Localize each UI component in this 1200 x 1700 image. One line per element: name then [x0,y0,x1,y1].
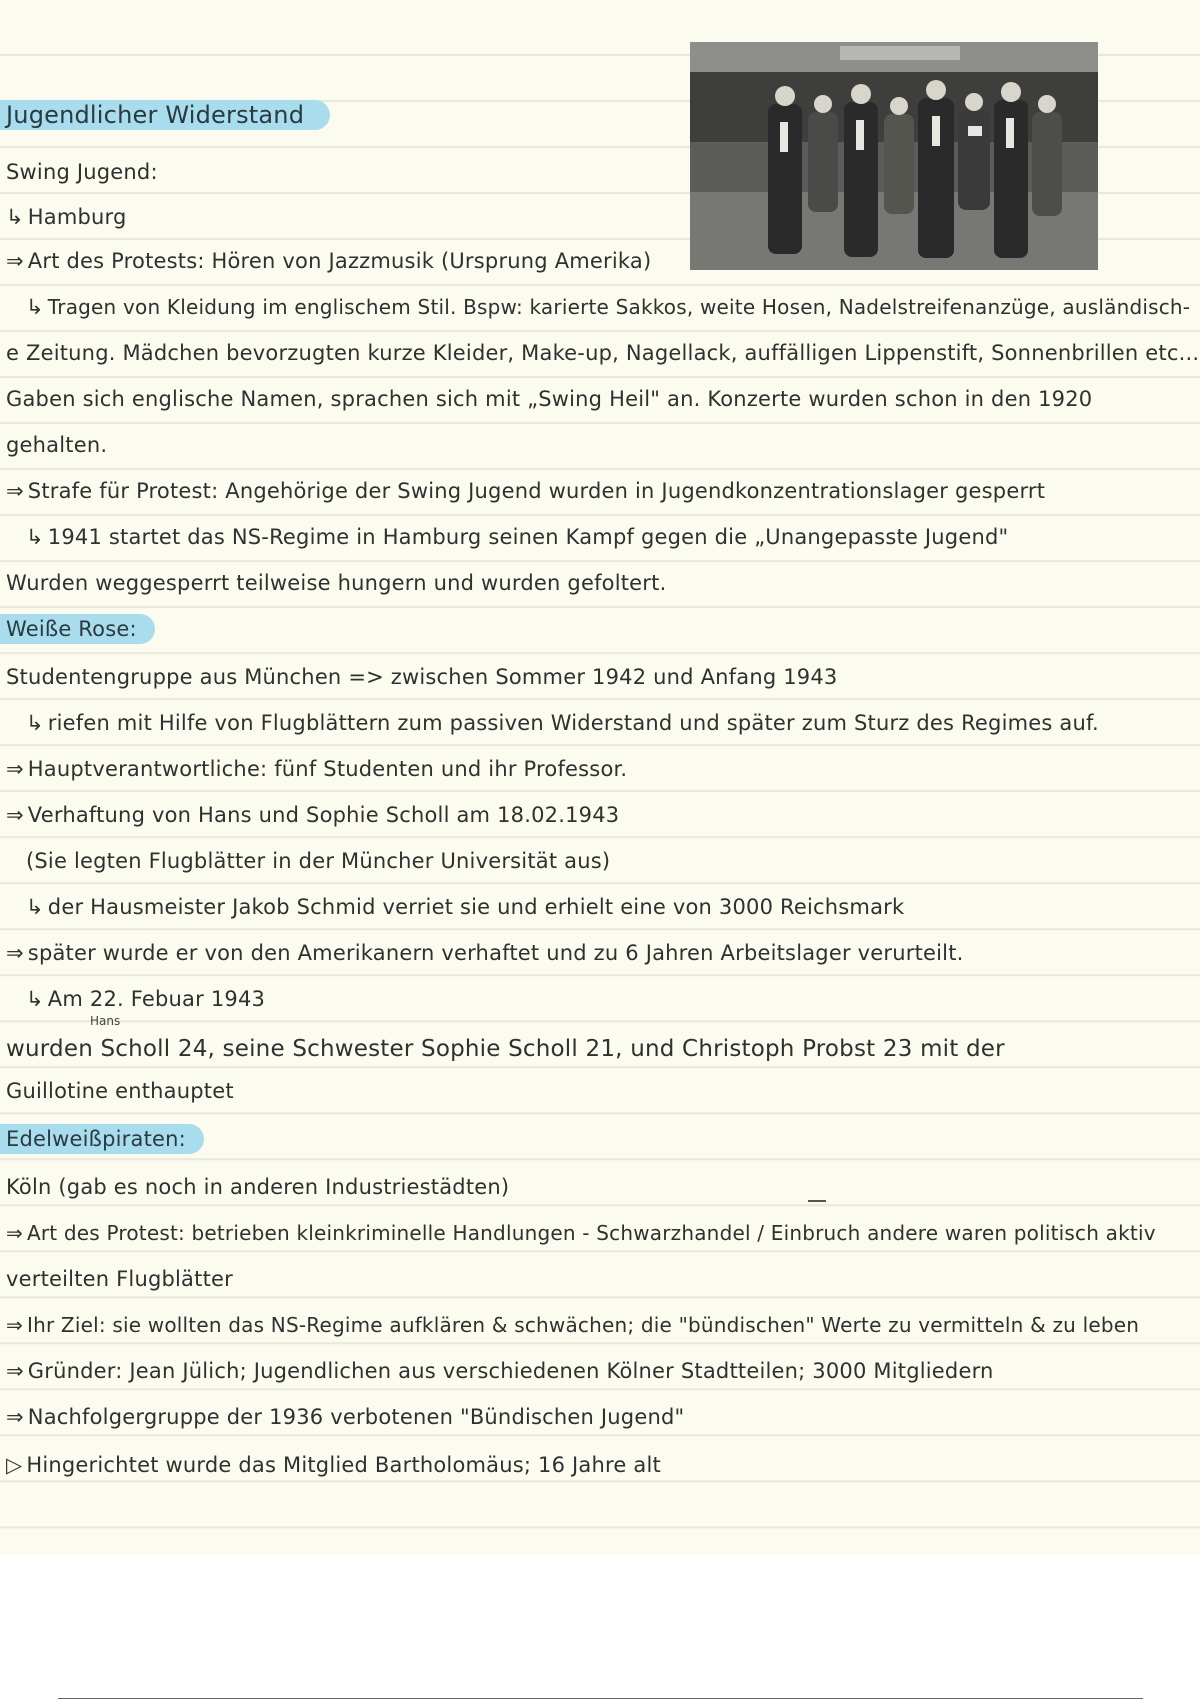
double-arrow-icon: ⇒ [6,1313,23,1337]
note-text: Verhaftung von Hans und Sophie Scholl am 18.02.1943 [27,803,620,827]
note-line-13 [26,708,1099,738]
note-line-1: Swing Jugend: [6,160,158,184]
double-arrow-icon: ⇒ [6,249,24,273]
note-text: Am 22. Febuar 1943 [47,987,266,1011]
note-line-28 [6,1402,684,1432]
note-text: Hingerichtet wurde das Mitglied Bartholomäus; 16 Jahre alt [26,1453,661,1477]
note-line-23: Köln (gab es noch in anderen Industriestädten) [6,1175,510,1199]
highlighted-heading: Weiße Rose: [0,614,155,644]
note-line-17 [26,892,904,922]
pen-mark [808,1200,826,1202]
note-line-5: e Zeitung. Mädchen bevorzugten kurze Kleider, Make-up, Nagellack, auffälligen Lippenstift, Sonnenbrillen etc... [6,341,1200,365]
note-line-27 [6,1356,994,1386]
note-line-10: Wurden weggesperrt teilweise hungern und wurden gefoltert. [6,571,667,595]
note-line-24 [6,1218,1156,1248]
note-line-4 [26,292,1190,322]
note-line-12: Studentengruppe aus München => zwischen Sommer 1942 und Anfang 1943 [6,665,838,689]
note-line-26 [6,1310,1139,1340]
note-line-2 [6,202,127,232]
note-text: Art des Protests: Hören von Jazzmusik (Ursprung Amerika) [27,249,652,273]
section-heading-title [6,100,330,131]
arrow-sub-icon: ↳ [26,711,44,735]
note-line-19 [26,984,265,1014]
double-arrow-icon: ⇒ [6,803,24,827]
page-bottom-rule [58,1698,1143,1699]
highlighted-heading: Edelweißpiraten: [0,1124,204,1154]
bullet-marker-icon: ▷ [6,1453,23,1477]
double-arrow-icon: ⇒ [6,479,24,503]
arrow-sub-icon: ↳ [26,987,44,1011]
double-arrow-icon: ⇒ [6,757,24,781]
note-line-21: Guillotine enthauptet [6,1079,234,1103]
inserted-note-hans: Hans [90,1014,121,1028]
arrow-sub-icon: ↳ [6,205,24,229]
historical-photo [690,42,1098,270]
note-line-8 [6,476,1045,506]
photo-illustration [690,42,1098,270]
note-text: Gründer: Jean Jülich; Jugendlichen aus verschiedenen Kölner Stadtteilen; 3000 Mitgliedern [27,1359,994,1383]
arrow-sub-icon: ↳ [26,525,44,549]
note-text: Tragen von Kleidung im englischem Stil. Bspw: karierte Sakkos, weite Hosen, Nadelstreifenanzüge, ausländisch- [47,295,1191,319]
note-line-15 [6,800,619,830]
note-line-20: wurden Scholl 24, seine Schwester Sophie Scholl 21, und Christoph Probst 23 mit der [6,1036,1005,1062]
note-text: Art des Protest: betrieben kleinkriminelle Handlungen - Schwarzhandel / Einbruch andere waren politisch aktiv [26,1221,1156,1245]
note-text: 1941 startet das NS-Regime in Hamburg seinen Kampf gegen die „Unangepasste Jugend" [47,525,1009,549]
double-arrow-icon: ⇒ [6,1359,24,1383]
note-line-9 [26,522,1008,552]
section-heading-edelweisspiraten [6,1124,204,1154]
note-line-6: Gaben sich englische Namen, sprachen sich mit „Swing Heil" an. Konzerte wurden schon in den 1920 [6,387,1093,411]
note-line-18 [6,938,964,968]
double-arrow-icon: ⇒ [6,941,24,965]
highlighted-title: Jugendlicher Widerstand [0,100,330,130]
note-text: Ihr Ziel: sie wollten das NS-Regime aufklären & schwächen; die "bündischen" Werte zu vermitteln & zu leben [26,1313,1140,1337]
double-arrow-icon: ⇒ [6,1221,23,1245]
note-line-16: (Sie legten Flugblätter in der Müncher Universität aus) [26,849,611,873]
section-heading-weisse-rose [6,614,155,644]
note-line-7: gehalten. [6,433,108,457]
note-text: Hamburg [27,205,127,229]
note-text: Hauptverantwortliche: fünf Studenten und ihr Professor. [27,757,628,781]
note-text: Nachfolgergruppe der 1936 verbotenen "Bündischen Jugend" [27,1405,685,1429]
note-line-25: verteilten Flugblätter [6,1267,233,1291]
note-line-3 [6,246,651,276]
note-line-29 [6,1450,661,1480]
note-text: riefen mit Hilfe von Flugblättern zum passiven Widerstand und später zum Sturz des Regimes auf. [47,711,1099,735]
double-arrow-icon: ⇒ [6,1405,24,1429]
note-text: der Hausmeister Jakob Schmid verriet sie und erhielt eine von 3000 Reichsmark [47,895,905,919]
arrow-sub-icon: ↳ [26,895,44,919]
note-text: Strafe für Protest: Angehörige der Swing Jugend wurden in Jugendkonzentrationslager gesperrt [27,479,1046,503]
note-text: später wurde er von den Amerikanern verhaftet und zu 6 Jahren Arbeitslager verurteilt. [27,941,964,965]
arrow-sub-icon: ↳ [26,295,44,319]
note-line-14 [6,754,627,784]
